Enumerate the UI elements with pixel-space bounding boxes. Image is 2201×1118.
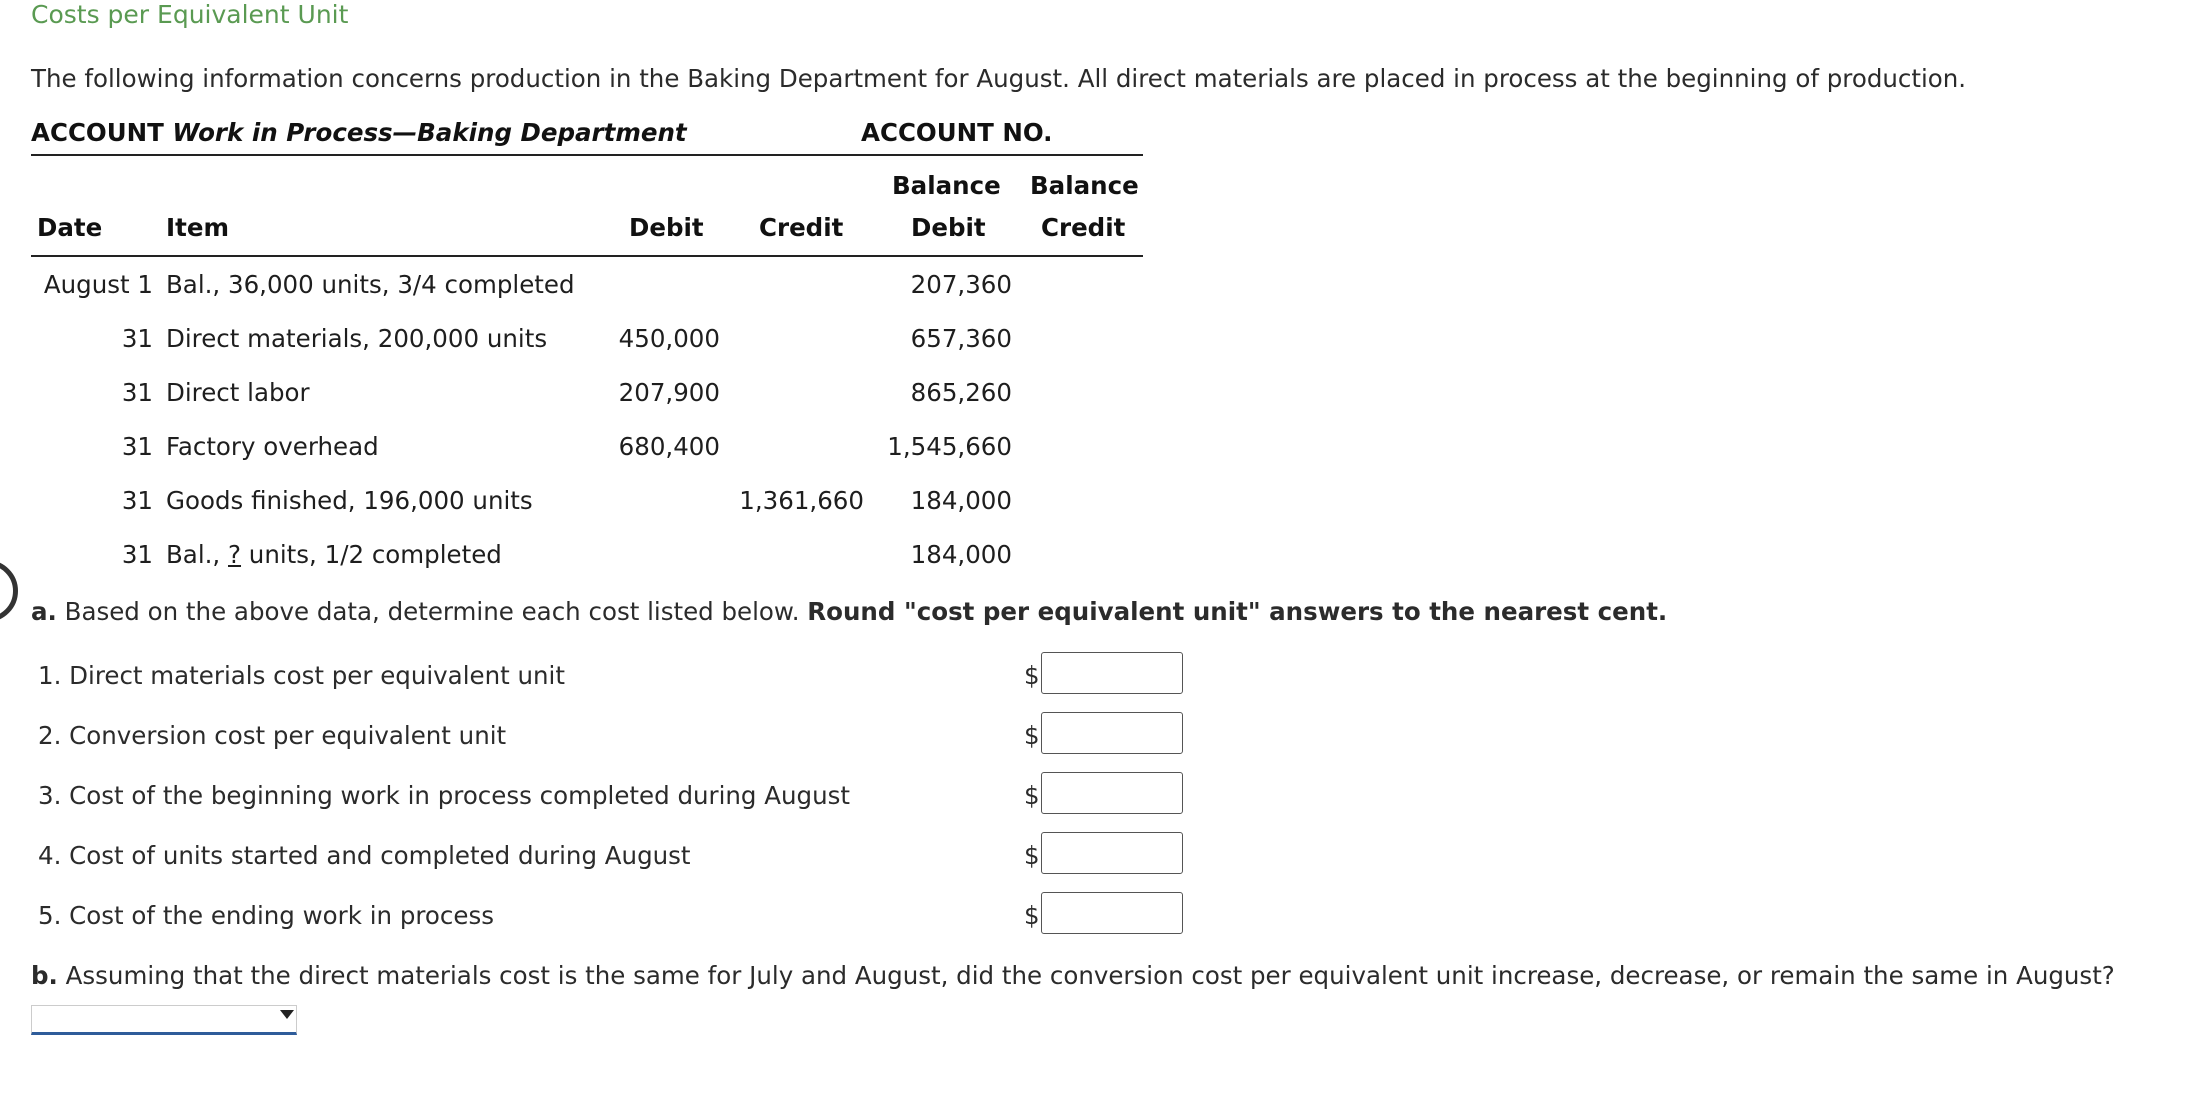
currency-symbol: $ xyxy=(1024,661,1040,690)
account-label-group xyxy=(31,118,687,147)
part-b-letter: b. xyxy=(31,961,58,990)
answer-input-5[interactable] xyxy=(1041,892,1183,934)
col-balance-credit: Credit xyxy=(1041,213,1126,242)
account-header xyxy=(31,118,1143,156)
answer-input-3[interactable] xyxy=(1041,772,1183,814)
row-item xyxy=(166,540,502,569)
row-debit: 680,400 xyxy=(618,432,720,461)
answer-input-2[interactable] xyxy=(1041,712,1183,754)
row-date: 31 xyxy=(121,540,153,569)
chevron-down-icon xyxy=(280,1010,294,1019)
row-item: Goods finished, 196,000 units xyxy=(166,486,533,515)
row-item-pre: Bal., xyxy=(166,540,228,569)
currency-symbol: $ xyxy=(1024,721,1040,750)
part-b-question xyxy=(31,961,2115,990)
row-date: 31 xyxy=(121,432,153,461)
question-item: 1. Direct materials cost per equivalent unit xyxy=(38,661,565,690)
row-item: Factory overhead xyxy=(166,432,379,461)
answer-input-4[interactable] xyxy=(1041,832,1183,874)
row-date: 31 xyxy=(121,324,153,353)
row-debit: 207,900 xyxy=(618,378,720,407)
page-title: Costs per Equivalent Unit xyxy=(31,0,349,29)
row-balance-debit: 184,000 xyxy=(910,540,1012,569)
ledger-column-headers xyxy=(31,155,1143,257)
answer-input-1[interactable] xyxy=(1041,652,1183,694)
col-credit: Credit xyxy=(759,213,844,242)
question-item: 5. Cost of the ending work in process xyxy=(38,901,494,930)
part-a-letter: a. xyxy=(31,597,57,626)
part-a-instructions xyxy=(31,597,1667,626)
col-balance-debit-top: Balance xyxy=(892,171,1001,200)
row-balance-debit: 207,360 xyxy=(910,270,1012,299)
row-item: Direct labor xyxy=(166,378,310,407)
currency-symbol: $ xyxy=(1024,841,1040,870)
account-name: Work in Process—Baking Department xyxy=(172,118,687,147)
row-balance-debit: 184,000 xyxy=(910,486,1012,515)
col-date: Date xyxy=(37,213,103,242)
row-date: 31 xyxy=(121,378,153,407)
account-label: ACCOUNT xyxy=(31,118,164,147)
question-item: 2. Conversion cost per equivalent unit xyxy=(38,721,507,750)
row-balance-debit: 657,360 xyxy=(910,324,1012,353)
col-balance-credit-top: Balance xyxy=(1030,171,1139,200)
row-date: 31 xyxy=(121,486,153,515)
row-item: Bal., 36,000 units, 3/4 completed xyxy=(166,270,575,299)
question-item: 4. Cost of units started and completed during August xyxy=(38,841,691,870)
row-debit: 450,000 xyxy=(618,324,720,353)
row-date: August 1 xyxy=(43,270,153,299)
col-balance-debit: Debit xyxy=(911,213,986,242)
side-marker xyxy=(0,560,18,622)
account-no-label: ACCOUNT NO. xyxy=(861,118,1053,147)
currency-symbol: $ xyxy=(1024,901,1040,930)
answer-dropdown[interactable] xyxy=(31,1005,297,1035)
part-b-text: Assuming that the direct materials cost is the same for July and August, did the conversion cost per equivalent unit increase, decrease, or remain the same in August? xyxy=(57,961,2115,990)
part-a-text: Based on the above data, determine each cost listed below. xyxy=(56,597,808,626)
part-a-rounding-note: Round "cost per equivalent unit" answers to the nearest cent. xyxy=(807,597,1668,626)
currency-symbol: $ xyxy=(1024,781,1040,810)
intro-text: The following information concerns production in the Baking Department for August. All direct materials are placed in process at the beginning of production. xyxy=(31,64,1967,93)
row-item: Direct materials, 200,000 units xyxy=(166,324,548,353)
col-item: Item xyxy=(166,213,229,242)
question-item: 3. Cost of the beginning work in process completed during August xyxy=(38,781,851,810)
row-credit: 1,361,660 xyxy=(739,486,864,515)
row-balance-debit: 865,260 xyxy=(910,378,1012,407)
unknown-units-link: ? xyxy=(228,540,242,569)
row-balance-debit: 1,545,660 xyxy=(887,432,1012,461)
row-item-post: units, 1/2 completed xyxy=(241,540,502,569)
col-debit: Debit xyxy=(629,213,704,242)
